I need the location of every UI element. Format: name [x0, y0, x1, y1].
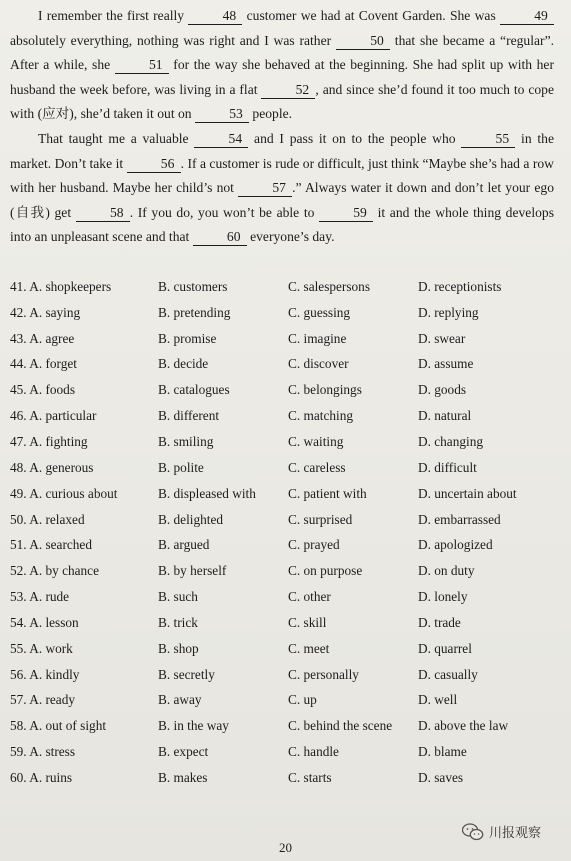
option-c: C. patient with [288, 485, 367, 501]
option-c: C. starts [288, 769, 332, 785]
question-row [10, 300, 562, 326]
option-c: C. on purpose [288, 563, 363, 579]
question-row [10, 352, 562, 378]
option-b: B. makes [158, 769, 208, 785]
option-d: D. apologized [418, 537, 493, 553]
passage-text: in the market. Don’t take it [10, 130, 554, 171]
question-row [10, 532, 562, 558]
question-row [10, 507, 562, 533]
passage-paragraph-2 [10, 127, 554, 250]
option-a: 54. A. lesson [10, 614, 79, 630]
option-a: 42. A. saying [10, 304, 81, 320]
blank-55: 55 [461, 131, 515, 148]
option-d: D. embarrassed [418, 511, 501, 527]
page-number: 20 [279, 840, 292, 855]
passage-text: people. [249, 106, 293, 122]
option-b: B. by herself [158, 563, 227, 579]
option-b: B. expect [158, 744, 209, 760]
question-row [10, 636, 562, 662]
option-c: C. skill [288, 614, 327, 630]
passage-text: for the way she behaved at the beginning. She had split up with her husband the week before, was living in a flat [10, 57, 554, 97]
question-row [10, 558, 562, 584]
option-a: 50. A. relaxed [10, 511, 85, 527]
option-c: C. guessing [288, 304, 351, 320]
option-d: D. lonely [418, 589, 468, 605]
option-a: 45. A. foods [10, 382, 76, 398]
option-b: B. smiling [158, 433, 214, 449]
passage-text: everyone’s day. [246, 229, 335, 245]
blank-52: 52 [261, 82, 315, 99]
option-b: B. such [158, 589, 198, 605]
option-c: C. imagine [288, 330, 347, 346]
blank-57: 57 [238, 180, 292, 197]
option-c: C. discover [288, 356, 349, 372]
option-d: D. above the law [418, 718, 509, 734]
option-a: 56. A. kindly [10, 666, 80, 682]
passage-text: I remember the first really [38, 8, 189, 23]
passage-text: .” Always water it down and don’t let your ego (自我) get [10, 180, 554, 220]
blank-48: 48 [188, 8, 242, 25]
option-c: C. careless [288, 459, 346, 475]
option-d: D. on duty [418, 563, 475, 579]
option-b: B. catalogues [158, 382, 230, 398]
option-d: D. changing [418, 433, 483, 449]
question-row [10, 326, 562, 352]
question-row [10, 455, 562, 481]
option-d: D. trade [418, 614, 461, 630]
option-a: 47. A. fighting [10, 433, 88, 449]
blank-56: 56 [127, 156, 181, 173]
option-d: D. uncertain about [418, 485, 517, 501]
options-list [10, 274, 562, 791]
option-d: D. blame [418, 744, 467, 760]
question-row [10, 429, 562, 455]
option-a: 44. A. forget [10, 356, 77, 372]
option-d: D. replying [418, 304, 479, 320]
option-a: 53. A. rude [10, 589, 70, 605]
option-a: 51. A. searched [10, 537, 92, 553]
option-c: C. salespersons [288, 278, 370, 294]
question-row [10, 274, 562, 300]
question-row [10, 688, 562, 714]
option-c: C. handle [288, 744, 339, 760]
option-a: 49. A. curious about [10, 485, 118, 501]
option-a: 48. A. generous [10, 459, 94, 475]
option-c: C. other [288, 589, 331, 605]
question-row [10, 739, 562, 765]
question-row [10, 610, 562, 636]
option-b: B. displeased with [158, 485, 256, 501]
option-a: 59. A. stress [10, 744, 76, 760]
option-b: B. secretly [158, 666, 215, 682]
passage-text: customer we had at Covent Garden. She was [242, 8, 500, 23]
option-d: D. well [418, 692, 458, 708]
option-b: B. trick [158, 614, 198, 630]
option-a: 43. A. agree [10, 330, 75, 346]
option-d: D. quarrel [418, 640, 472, 656]
passage-text: . If a customer is rude or difficult, just think “Maybe she’s had a row with her husband. Maybe her child’s not [10, 155, 554, 196]
option-d: D. assume [418, 356, 474, 372]
option-b: B. shop [158, 640, 199, 656]
option-d: D. goods [418, 382, 467, 398]
cloze-passage [10, 4, 554, 250]
passage-text: that she became a “regular”. After a while, she [10, 32, 554, 73]
option-a: 55. A. work [10, 640, 73, 656]
watermark-text: 川报观察 [489, 826, 542, 841]
option-d: D. swear [418, 330, 466, 346]
option-b: B. in the way [158, 718, 229, 734]
option-b: B. decide [158, 356, 209, 372]
option-d: D. natural [418, 408, 472, 424]
blank-53: 53 [195, 106, 249, 123]
option-b: B. different [158, 408, 220, 424]
passage-text: . If you do, you won’t be able to [129, 204, 320, 220]
option-b: B. delighted [158, 511, 223, 527]
option-b: B. customers [158, 278, 228, 294]
option-a: 41. A. shopkeepers [10, 278, 112, 294]
option-a: 57. A. ready [10, 692, 75, 708]
question-row [10, 713, 562, 739]
blank-51: 51 [115, 57, 169, 74]
passage-text: and I pass it on to the people who [248, 130, 462, 146]
option-c: C. prayed [288, 537, 340, 553]
option-b: B. away [158, 692, 202, 708]
option-a: 46. A. particular [10, 408, 97, 424]
option-c: C. personally [288, 666, 359, 682]
option-d: D. casually [418, 666, 478, 682]
option-b: B. pretending [158, 304, 231, 320]
passage-text: it and the whole thing develops into an unpleasant scene and that [10, 204, 554, 245]
option-b: B. argued [158, 537, 210, 553]
option-d: D. difficult [418, 459, 477, 475]
question-row [10, 377, 562, 403]
option-a: 58. A. out of sight [10, 718, 107, 734]
question-row [10, 584, 562, 610]
option-c: C. meet [288, 640, 330, 656]
wechat-icon [462, 823, 484, 841]
option-c: C. up [288, 692, 317, 708]
passage-text: That taught me a valuable [38, 130, 195, 146]
question-row [10, 765, 562, 791]
blank-49: 49 [500, 8, 554, 25]
option-c: C. matching [288, 408, 353, 424]
passage-text: , and since she’d found it too much to cope with (应对), she’d taken it out on [10, 81, 554, 122]
option-a: 52. A. by chance [10, 563, 99, 579]
option-c: C. behind the scene [288, 718, 393, 734]
question-row [10, 481, 562, 507]
question-row [10, 662, 562, 688]
option-d: D. saves [418, 769, 464, 785]
option-d: D. receptionists [418, 278, 502, 294]
option-c: C. belongings [288, 382, 362, 398]
passage-text: absolutely everything, nothing was right and I was rather [10, 32, 336, 48]
option-c: C. surprised [288, 511, 353, 527]
question-row [10, 403, 562, 429]
blank-59: 59 [319, 205, 373, 222]
blank-58: 58 [76, 205, 130, 222]
option-b: B. polite [158, 459, 204, 475]
watermark [462, 822, 541, 841]
blank-50: 50 [336, 33, 390, 50]
option-c: C. waiting [288, 433, 344, 449]
blank-60: 60 [193, 229, 247, 246]
blank-54: 54 [194, 131, 248, 148]
option-a: 60. A. ruins [10, 769, 73, 785]
passage-paragraph-1 [10, 4, 554, 127]
option-b: B. promise [158, 330, 217, 346]
